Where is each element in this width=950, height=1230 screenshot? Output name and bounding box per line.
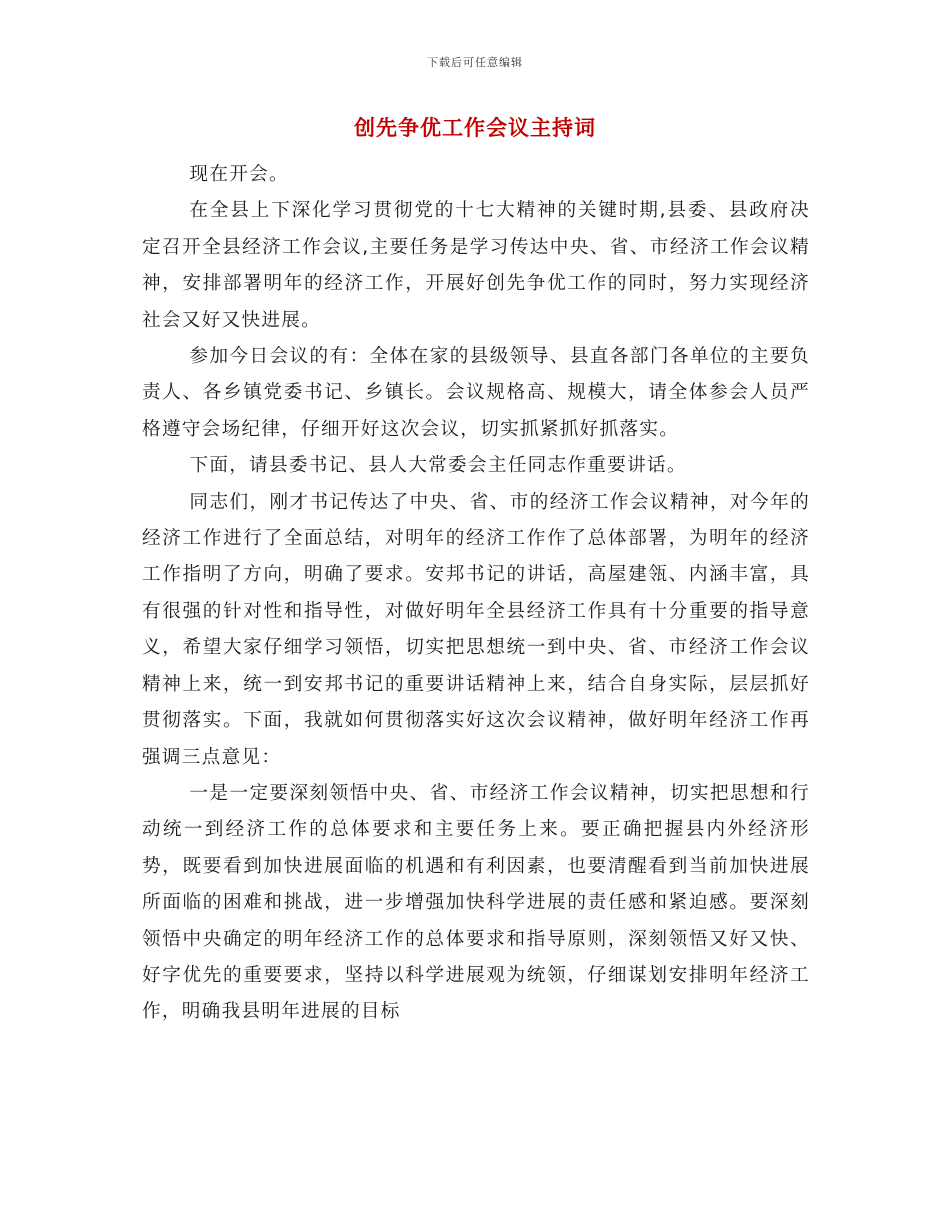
document-title: 创先争优工作会议主持词 xyxy=(354,116,596,140)
document-body xyxy=(142,157,810,1031)
paragraph-speech-intro: 下面，请县委书记、县人大常委会主任同志作重要讲话。 xyxy=(189,455,687,477)
header-note: 下载后可任意编辑 xyxy=(427,56,523,69)
paragraph-context: 在全县上下深化学习贯彻党的十七大精神的关键时期,县委、县政府决定召开全县经济工作会议,主要任务是学习传达中央、省、市经济工作会议精神，安排部署明年的经济工作，开展好创先争优工作的同时，努力实现经济社会又好又快进展。 xyxy=(142,200,810,331)
paragraph-attendees: 参加今日会议的有：全体在家的县级领导、县直各部门各单位的主要负责人、各乡镇党委书记、乡镇长。会议规格高、规模大，请全体参会人员严格遵守会场纪律，仔细开好这次会议，切实抓紧抓好抓落实。 xyxy=(142,346,810,440)
paragraph-opening: 现在开会。 xyxy=(189,164,289,185)
paragraph-point-one: 一是一定要深刻领悟中央、省、市经济工作会议精神，切实把思想和行动统一到经济工作的总体要求和主要任务上来。要正确把握县内外经济形势，既要看到加快进展面临的机遇和有利因素，也要清醒看到当前加快进展所面临的困难和挑战，进一步增强加快科学进展的责任感和紧迫感。要深刻领悟中央确定的明年经济工作的总体要求和指导原则，深刻领悟又好又快、好字优先的重要要求，坚持以科学进展观为统领，仔细谋划安排明年经济工作，明确我县明年进展的目标 xyxy=(142,782,810,1023)
paragraph-summary: 同志们，刚才书记传达了中央、省、市的经济工作会议精神，对今年的经济工作进行了全面总结，对明年的经济工作作了总体部署，为明年的经济工作指明了方向，明确了要求。安邦书记的讲话，高屋建瓴、内涵丰富，具有很强的针对性和指导性，对做好明年全县经济工作具有十分重要的指导意义，希望大家仔细学习领悟，切实把思想统一到中央、省、市经济工作会议精神上来，统一到安邦书记的重要讲话精神上来，结合自身实际，层层抓好贯彻落实。下面，我就如何贯彻落实好这次会议精神，做好明年经济工作再强调三点意见： xyxy=(142,491,810,768)
